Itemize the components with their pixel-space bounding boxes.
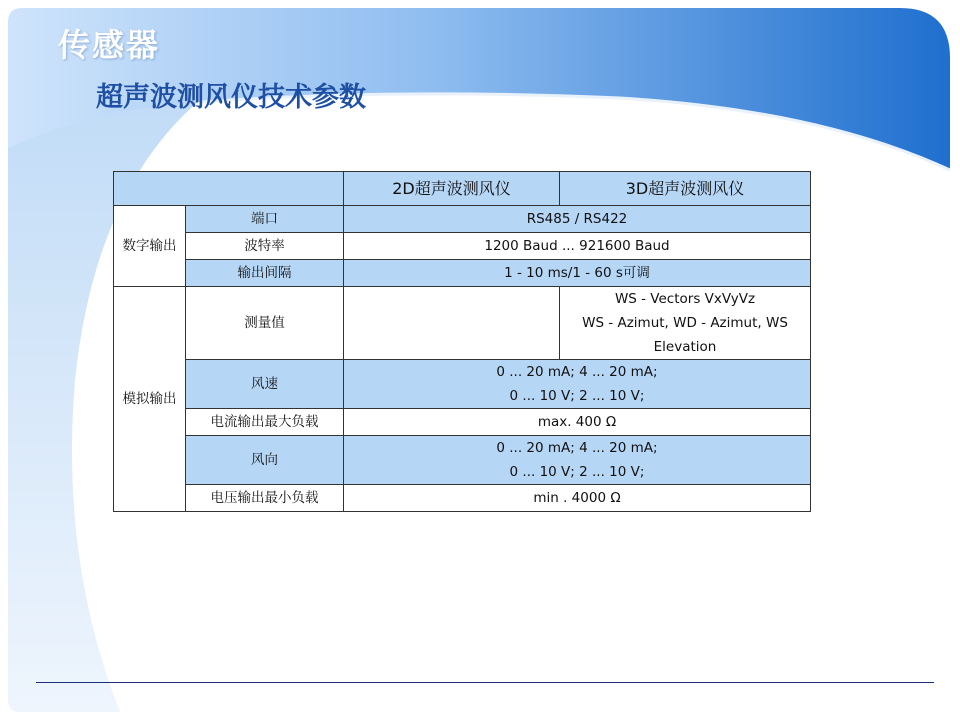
row-value-windspeed: [344, 360, 811, 409]
header-corner-cell: [114, 172, 344, 206]
measure-3d-line: WS - Vectors VxVyVz: [614, 291, 756, 307]
row-value-voltage-load: min . 4000 Ω: [344, 485, 811, 512]
measure-3d-line: WS - Azimut, WD - Azimut, WS: [582, 315, 788, 331]
row-label-interval: 输出间隔: [186, 260, 344, 287]
slide-title: 传感器: [58, 26, 161, 64]
column-header-3d: 3D超声波测风仪: [560, 172, 811, 206]
windspeed-line: 0 ... 10 V; 2 ... 10 V;: [509, 388, 645, 404]
slide-subtitle: 超声波测风仪技术参数: [96, 82, 366, 113]
winddir-line: 0 ... 10 V; 2 ... 10 V;: [509, 464, 645, 480]
row-value-winddir: [344, 436, 811, 485]
table-row: [114, 485, 811, 512]
group-label-digital: 数字输出: [114, 206, 186, 287]
table-row: [114, 436, 811, 485]
row-value-interval: 1 - 10 ms/1 - 60 s可调: [344, 260, 811, 287]
table-row: [114, 409, 811, 436]
winddir-line: 0 ... 20 mA; 4 ... 20 mA;: [496, 440, 658, 456]
table-row: [114, 360, 811, 409]
row-value-baud: 1200 Baud ... 921600 Baud: [344, 233, 811, 260]
table-row: [114, 287, 811, 360]
table-row: [114, 206, 811, 233]
row-label-measure: 测量值: [186, 287, 344, 360]
table-row: [114, 233, 811, 260]
windspeed-line: 0 ... 20 mA; 4 ... 20 mA;: [496, 364, 658, 380]
row-value-measure-2d: [344, 287, 560, 360]
group-label-analog: 模拟输出: [114, 287, 186, 512]
row-label-winddir: 风向: [186, 436, 344, 485]
row-label-current-load: 电流输出最大负载: [186, 409, 344, 436]
table-row: [114, 260, 811, 287]
row-label-voltage-load: 电压输出最小负载: [186, 485, 344, 512]
row-value-measure-3d: [560, 287, 811, 360]
spec-table: [113, 171, 811, 512]
footer-divider: [36, 682, 934, 683]
row-label-windspeed: 风速: [186, 360, 344, 409]
row-label-port: 端口: [186, 206, 344, 233]
row-value-port: RS485 / RS422: [344, 206, 811, 233]
row-value-current-load: max. 400 Ω: [344, 409, 811, 436]
table-header-row: [114, 172, 811, 206]
column-header-2d: 2D超声波测风仪: [344, 172, 560, 206]
row-label-baud: 波特率: [186, 233, 344, 260]
measure-3d-line: Elevation: [653, 339, 717, 355]
